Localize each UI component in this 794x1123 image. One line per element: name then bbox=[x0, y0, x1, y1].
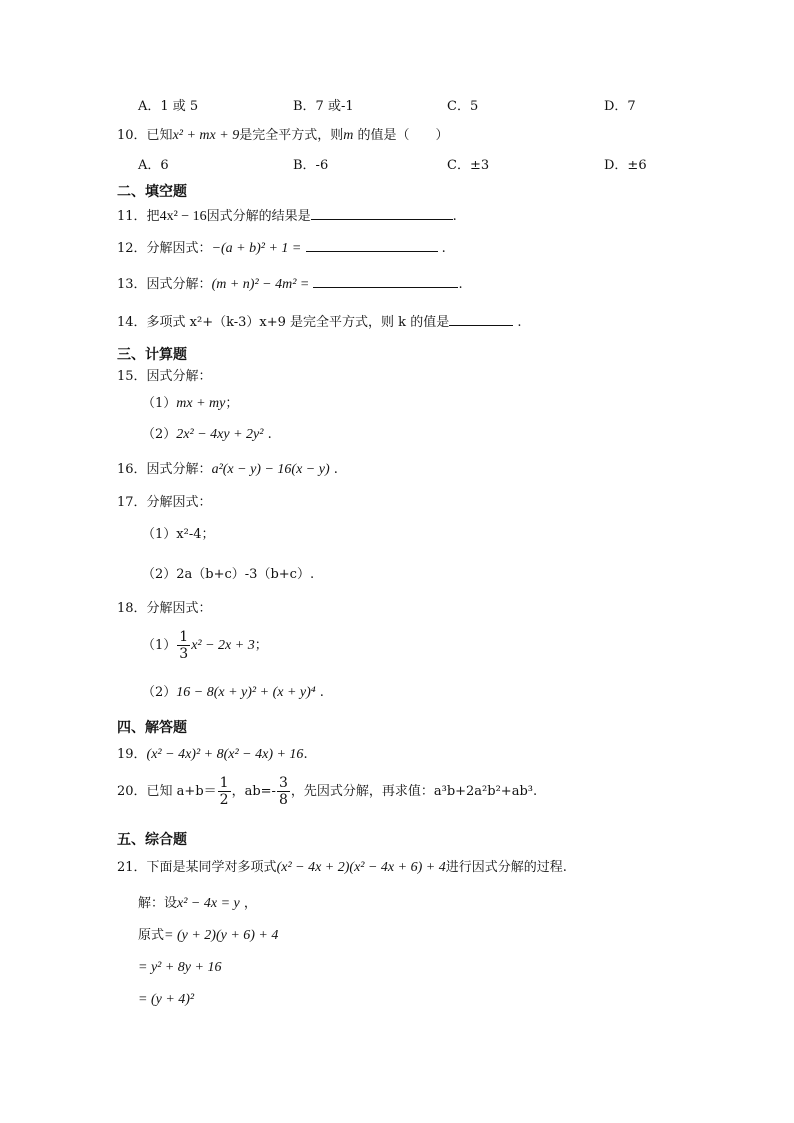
q9-option-a: A．1 或 5 bbox=[138, 99, 199, 114]
part-label: （1） bbox=[142, 638, 177, 653]
question-21 bbox=[117, 859, 567, 877]
question-20 bbox=[117, 772, 537, 812]
question-19: 19．(x² − 4x)² + 8(x² − 4x) + 16. bbox=[117, 747, 308, 762]
part-label: （1） bbox=[142, 396, 177, 411]
answer-blank[interactable] bbox=[306, 238, 438, 252]
question-12: 12．分解因式：−(a + b)² + 1 = . bbox=[117, 238, 446, 258]
answer-blank[interactable] bbox=[313, 274, 458, 288]
question-number: 16． bbox=[117, 462, 147, 477]
question-text: 因式分解： bbox=[146, 369, 212, 384]
punctuation: ； bbox=[225, 396, 239, 411]
math-expression: 2x² − 4xy + 2y² bbox=[176, 427, 264, 442]
question-number: 15． bbox=[117, 369, 147, 384]
math-expression: x² + mx + 9 bbox=[172, 128, 240, 143]
fraction-numerator: 1 bbox=[179, 629, 189, 645]
q18-part-2: （2）16 − 8(x + y)² + (x + y)⁴ . bbox=[142, 685, 324, 700]
question-18 bbox=[117, 600, 212, 618]
math-expression: (m + n)² − 4m² = bbox=[211, 277, 310, 292]
fraction-numerator: 1 bbox=[219, 775, 229, 791]
fraction bbox=[218, 775, 231, 808]
math-expression: (x² − 4x)² + 8(x² − 4x) + 16 bbox=[146, 747, 304, 762]
answer-blank[interactable] bbox=[311, 206, 453, 220]
q10-option-c: C．±3 bbox=[447, 158, 490, 173]
question-text: 因式分解的结果是 bbox=[206, 209, 311, 224]
question-text: 因式分解： bbox=[146, 277, 212, 292]
part-label: （2） bbox=[142, 685, 177, 700]
question-number: 11． bbox=[117, 209, 147, 224]
q18-part-1 bbox=[142, 628, 268, 664]
question-15 bbox=[117, 368, 212, 386]
question-text: 已知 a+b＝ bbox=[146, 784, 217, 799]
q10-option-d: D．±6 bbox=[604, 158, 647, 173]
question-number: 18． bbox=[117, 601, 147, 616]
question-text: 的值是（ ） bbox=[357, 128, 449, 143]
q9-option-d: D．7 bbox=[604, 99, 636, 114]
math-expression: −(a + b)² + 1 = bbox=[211, 241, 302, 256]
solution-text: 解：设 bbox=[138, 896, 178, 911]
question-13: 13．因式分解：(m + n)² − 4m² = . bbox=[117, 274, 463, 294]
solution-step-4 bbox=[138, 991, 194, 1009]
question-10 bbox=[117, 127, 449, 145]
section-heading: 三、计算题 bbox=[117, 347, 187, 363]
q9-option-c: C．5 bbox=[447, 99, 479, 114]
fraction-denominator: 8 bbox=[278, 792, 288, 808]
math-expression: a²(x − y) − 16(x − y) bbox=[211, 462, 330, 477]
math-expression: (x² − 4x + 2)(x² − 4x + 6) + 4 bbox=[276, 860, 446, 875]
section-heading: 五、综合题 bbox=[117, 832, 187, 848]
question-17 bbox=[117, 494, 212, 512]
question-text: ，ab=- bbox=[231, 784, 276, 799]
question-text: 多项式 x²+（k-3）x+9 是完全平方式，则 k 的值是 bbox=[146, 315, 450, 330]
fraction-numerator: 3 bbox=[278, 775, 288, 791]
q17-part-1: （1）x²-4； bbox=[142, 527, 215, 542]
question-14: 14．多项式 x²+（k-3）x+9 是完全平方式，则 k 的值是 . bbox=[117, 312, 521, 332]
q17-part-2: （2）2a（b+c）-3（b+c）. bbox=[142, 567, 315, 582]
math-expression: 4x² − 16 bbox=[159, 209, 207, 224]
question-text: 因式分解： bbox=[146, 462, 212, 477]
solution-step-1: 解：设x² − 4x = y ， bbox=[138, 896, 257, 911]
question-text: 进行因式分解的过程. bbox=[445, 860, 567, 875]
question-number: 21． bbox=[117, 860, 147, 875]
fraction bbox=[177, 629, 190, 662]
question-number: 17． bbox=[117, 495, 147, 510]
question-text: ，先因式分解，再求值：a³b+2a²b²+ab³. bbox=[290, 784, 538, 799]
question-text: 分解因式： bbox=[146, 241, 212, 256]
punctuation: ； bbox=[254, 638, 268, 653]
solution-step-3 bbox=[138, 959, 221, 977]
question-text: 已知 bbox=[146, 128, 173, 143]
solution-text: 原式 bbox=[138, 928, 165, 943]
question-text: 分解因式： bbox=[146, 495, 212, 510]
question-16: 16．因式分解：a²(x − y) − 16(x − y) . bbox=[117, 462, 338, 477]
math-expression: mx + my bbox=[176, 396, 226, 411]
fraction bbox=[277, 775, 290, 808]
part-label: （2） bbox=[142, 427, 177, 442]
fraction-denominator: 2 bbox=[219, 792, 229, 808]
section-heading: 二、填空题 bbox=[117, 184, 187, 200]
question-text: 是完全平方式，则 bbox=[239, 128, 344, 143]
question-number: 20． bbox=[117, 784, 147, 799]
q10-option-a: A．6 bbox=[138, 158, 169, 173]
question-number: 10． bbox=[117, 128, 147, 143]
math-expression: x² − 4x = y bbox=[177, 896, 240, 911]
question-text: 把 bbox=[146, 209, 160, 224]
q15-part-1 bbox=[142, 395, 238, 413]
math-expression: = (y + 2)(y + 6) + 4 bbox=[164, 928, 279, 943]
math-variable: m bbox=[343, 128, 354, 143]
fraction-denominator: 3 bbox=[179, 646, 189, 662]
solution-step-2 bbox=[138, 927, 278, 945]
answer-blank[interactable] bbox=[449, 312, 513, 326]
q15-part-2: （2）2x² − 4xy + 2y² . bbox=[142, 427, 272, 442]
question-text: 分解因式： bbox=[146, 601, 212, 616]
math-expression: x² − 2x + 3 bbox=[191, 638, 255, 653]
math-expression: 16 − 8(x + y)² + (x + y)⁴ bbox=[176, 685, 316, 700]
math-expression: = y² + 8y + 16 bbox=[138, 960, 222, 975]
question-number: 13． bbox=[117, 277, 147, 292]
question-number: 14． bbox=[117, 315, 147, 330]
question-11: 11．把4x² − 16因式分解的结果是 . bbox=[117, 206, 457, 226]
q9-option-b: B．7 或-1 bbox=[293, 99, 354, 114]
section-heading: 四、解答题 bbox=[117, 720, 187, 736]
q10-option-b: B．-6 bbox=[293, 158, 329, 173]
question-number: 19． bbox=[117, 747, 147, 762]
question-number: 12． bbox=[117, 241, 147, 256]
question-text: 下面是某同学对多项式 bbox=[146, 860, 277, 875]
math-expression: = (y + 4)² bbox=[138, 992, 195, 1007]
